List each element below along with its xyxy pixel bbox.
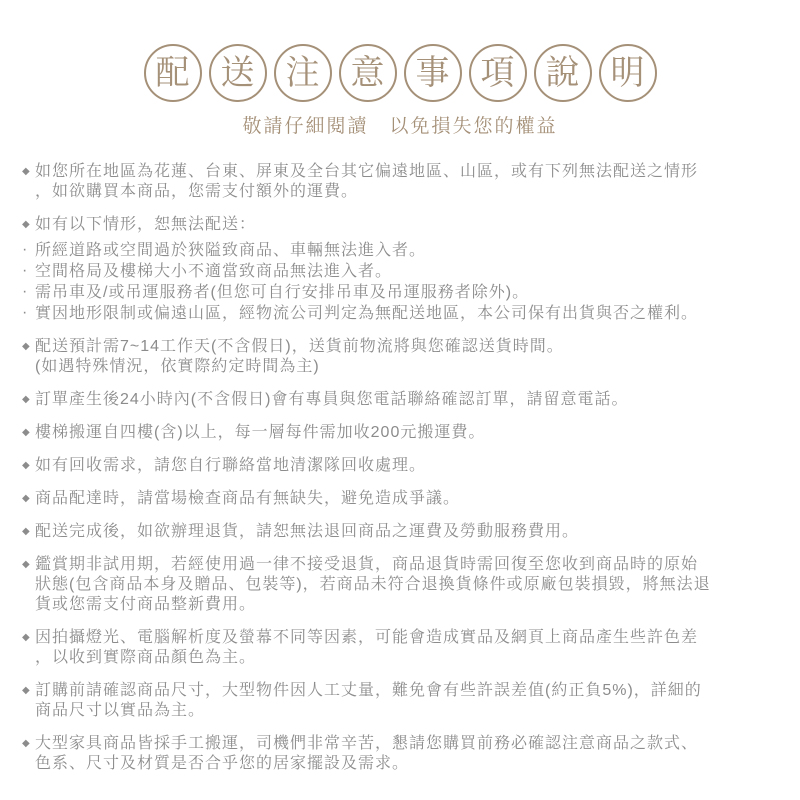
paragraph-line: [22, 303, 786, 324]
diamond-bullet-icon: ◆: [22, 632, 31, 643]
title-circle: 注: [274, 44, 332, 102]
line-text: 如有回收需求，請您自行聯絡當地清潔隊回收處理。: [35, 457, 427, 474]
diamond-bullet-icon: ◆: [22, 166, 31, 177]
diamond-bullet-icon: ◆: [22, 526, 31, 537]
line-text: 訂單產生後24小時內(不含假日)會有專員與您電話聯絡確認訂單，請留意電話。: [35, 391, 629, 408]
title-circle: 配: [144, 44, 202, 102]
notice-sub-item: [22, 282, 786, 303]
line-text: 如您所在地區為花蓮、台東、屏東及全台其它偏遠地區、山區，或有下列無法配送之情形: [35, 163, 699, 180]
paragraph-line: [22, 489, 786, 509]
paragraph-line: [22, 648, 786, 668]
subtitle: 敬請仔細閱讀 以免損失您的權益: [242, 116, 558, 137]
line-text: 訂購前請確認商品尺寸，大型物件因人工丈量，難免會有些許誤差值(約正負5%)，詳細的: [35, 682, 702, 699]
notice-paragraph: [22, 734, 786, 774]
diamond-bullet-icon: ◆: [22, 394, 31, 405]
line-text: 配送預計需7~14工作天(不含假日)，送貨前物流將與您確認送貨時間。: [35, 338, 564, 355]
notice-sub-item: [22, 240, 786, 261]
paragraph-line: [22, 575, 786, 595]
notice-paragraph: [22, 390, 786, 410]
notice-sub-item: [22, 261, 786, 282]
diamond-bullet-icon: ◆: [22, 738, 31, 749]
line-text: 實因地形限制或偏遠山區，經物流公司判定為無配送地區，本公司保有出貨與否之權利。: [35, 305, 699, 322]
paragraph-line: [22, 555, 786, 575]
notice-paragraph: [22, 423, 786, 443]
notice-sub-item: [22, 303, 786, 324]
notice-paragraph: [22, 489, 786, 509]
paragraph-line: [22, 456, 786, 476]
notice-paragraph: [22, 522, 786, 542]
paragraph-line: [22, 754, 786, 774]
notice-paragraph: [22, 337, 786, 377]
dot-bullet-icon: ·: [22, 283, 29, 300]
paragraph-line: [22, 182, 786, 202]
line-text: 如有以下情形，恕無法配送：: [35, 216, 257, 233]
line-text: 大型家具商品皆採手工搬運，司機們非常辛苦，懇請您購買前務必確認注意商品之款式、: [35, 735, 699, 752]
notice-paragraph: [22, 162, 786, 202]
paragraph-line: [22, 423, 786, 443]
diamond-bullet-icon: ◆: [22, 460, 31, 471]
notice-header: [0, 0, 800, 138]
diamond-bullet-icon: ◆: [22, 341, 31, 352]
line-text: 貨或您需支付商品整新費用。: [35, 596, 257, 613]
line-text: 鑑賞期非試用期，若經使用過一律不接受退貨，商品退貨時需回復至您收到商品時的原始: [35, 556, 699, 573]
diamond-bullet-icon: ◆: [22, 219, 31, 230]
title-circle: 事: [404, 44, 462, 102]
notice-paragraph: [22, 628, 786, 668]
line-text: ，以收到實際商品顏色為主。: [35, 649, 257, 666]
line-text: 配送完成後，如欲辦理退貨，請恕無法退回商品之運費及勞動服務費用。: [35, 523, 580, 540]
paragraph-line: [22, 701, 786, 721]
diamond-bullet-icon: ◆: [22, 559, 31, 570]
paragraph-line: [22, 337, 786, 357]
line-text: 所經道路或空間過於狹隘致商品、車輛無法進入者。: [35, 242, 427, 259]
paragraph-line: [22, 595, 786, 615]
title-circle: 明: [599, 44, 657, 102]
paragraph-line: [22, 628, 786, 648]
line-text: 需吊車及/或吊運服務者(但您可自行安排吊車及吊運服務者除外)。: [35, 284, 530, 301]
title-circle: 意: [339, 44, 397, 102]
notice-paragraph: [22, 681, 786, 721]
title-circle: 項: [469, 44, 527, 102]
line-text: 因拍攝燈光、電腦解析度及螢幕不同等因素，可能會造成實品及網頁上商品產生些許色差: [35, 629, 699, 646]
paragraph-line: [22, 282, 786, 303]
paragraph-line: [22, 261, 786, 282]
line-text: 空間格局及樓梯大小不適當致商品無法進入者。: [35, 263, 393, 280]
line-text: ，如欲購買本商品，您需支付額外的運費。: [35, 183, 359, 200]
paragraph-line: [22, 357, 786, 377]
line-text: 色系、尺寸及材質是否合乎您的居家擺設及需求。: [35, 755, 410, 772]
notice-paragraph: [22, 555, 786, 615]
dot-bullet-icon: ·: [22, 241, 29, 258]
notice-paragraph: [22, 456, 786, 476]
title-circles: [0, 44, 800, 102]
paragraph-line: [22, 734, 786, 754]
notice-paragraph: [22, 215, 786, 235]
notice-body: [0, 162, 800, 774]
dot-bullet-icon: ·: [22, 304, 29, 321]
paragraph-line: [22, 215, 786, 235]
dot-bullet-icon: ·: [22, 262, 29, 279]
title-circle: 說: [534, 44, 592, 102]
paragraph-line: [22, 390, 786, 410]
paragraph-line: [22, 681, 786, 701]
paragraph-line: [22, 162, 786, 182]
line-text: (如遇特殊情況，依實際約定時間為主): [35, 358, 320, 375]
diamond-bullet-icon: ◆: [22, 427, 31, 438]
line-text: 樓梯搬運自四樓(含)以上，每一層每件需加收200元搬運費。: [35, 424, 486, 441]
line-text: 商品配達時，請當場檢查商品有無缺失，避免造成爭議。: [35, 490, 461, 507]
line-text: 商品尺寸以實品為主。: [35, 702, 206, 719]
line-text: 狀態(包含商品本身及贈品、包裝等)，若商品未符合退換貨條件或原廠包裝損毀，將無法退: [35, 576, 711, 593]
diamond-bullet-icon: ◆: [22, 493, 31, 504]
title-circle: 送: [209, 44, 267, 102]
diamond-bullet-icon: ◆: [22, 685, 31, 696]
paragraph-line: [22, 240, 786, 261]
paragraph-line: [22, 522, 786, 542]
